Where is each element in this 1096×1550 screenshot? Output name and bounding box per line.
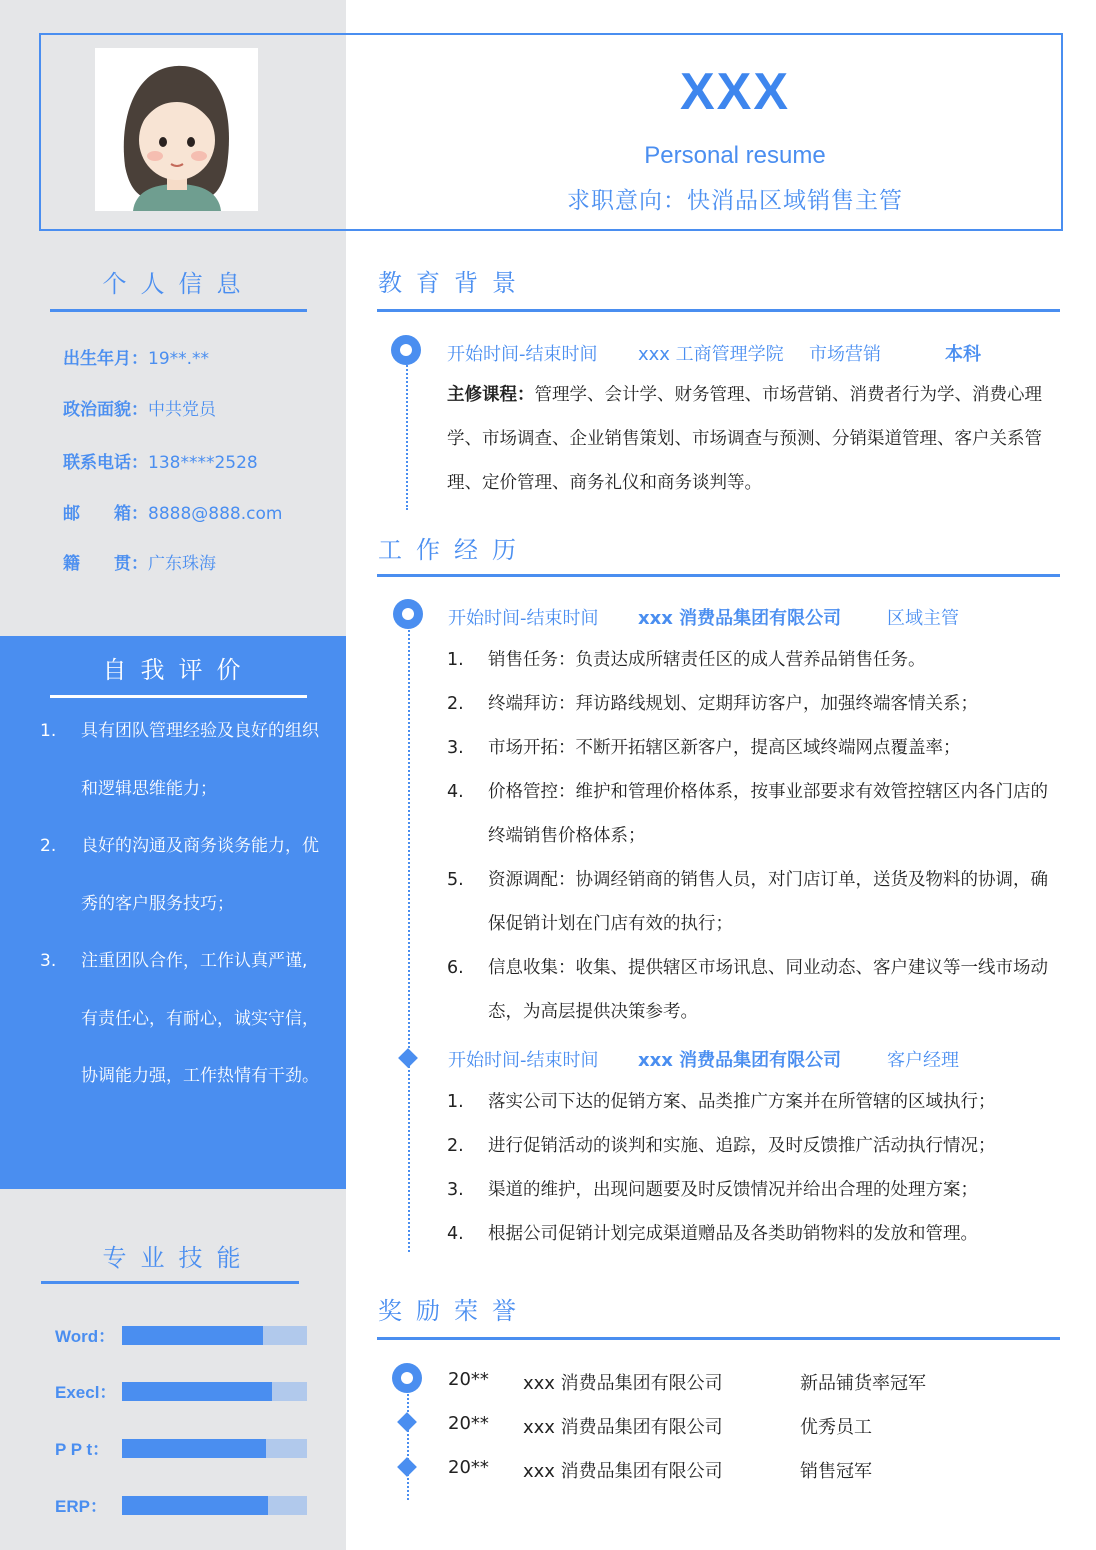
awards-divider xyxy=(377,1337,1060,1340)
skills-divider xyxy=(41,1281,299,1284)
timeline-diamond-marker xyxy=(397,1457,417,1477)
award-row: 20** xxx 消费品集团有限公司 优秀员工 xyxy=(448,1413,872,1438)
education-timeline xyxy=(406,358,408,510)
self-evaluation-divider xyxy=(50,695,307,698)
timeline-circle-marker xyxy=(391,335,421,365)
education-time: 开始时间-结束时间 xyxy=(447,344,598,365)
skills-title: 专业技能 xyxy=(102,1244,255,1272)
work-company: xxx 消费品集团有限公司 xyxy=(638,608,842,629)
education-title: 教育背景 xyxy=(378,269,530,297)
skill-bar-fill xyxy=(122,1439,266,1458)
work-position: 区域主管 xyxy=(887,608,959,629)
education-school: xxx 工商管理学院 xyxy=(638,344,784,365)
education-degree: 本科 xyxy=(945,344,981,365)
education-divider xyxy=(377,309,1060,312)
skill-bar-track xyxy=(122,1382,307,1401)
resume-subtitle: Personal resume xyxy=(644,142,826,169)
education-courses: 主修课程：管理学、会计学、财务管理、市场营销、消费者行为学、消费心理学、市场调查、企业销售策划、市场调查与预测、分销渠道管理、客户关系管理、定价管理、商务礼仪和商务谈判等。 xyxy=(447,385,1042,493)
info-phone: 联系电话：138****2528 xyxy=(63,453,258,473)
education-major: 市场营销 xyxy=(809,344,881,365)
personal-info-title: 个人信息 xyxy=(102,270,255,298)
skill-bar-track xyxy=(122,1326,307,1345)
self-evaluation-title: 自我评价 xyxy=(102,656,255,684)
awards-title: 奖励荣誉 xyxy=(378,1297,530,1325)
work-position: 客户经理 xyxy=(887,1050,959,1071)
skill-bar-fill xyxy=(122,1382,272,1401)
skill-bar-fill xyxy=(122,1496,268,1515)
award-row: 20** xxx 消费品集团有限公司 新品铺货率冠军 xyxy=(448,1369,926,1394)
personal-info-divider xyxy=(50,309,307,312)
avatar xyxy=(95,48,258,211)
info-birth: 出生年月：19**.** xyxy=(63,349,210,369)
info-email: 邮 箱：8888@888.com xyxy=(63,504,283,524)
skill-bar-track xyxy=(122,1496,307,1515)
work-company: xxx 消费品集团有限公司 xyxy=(638,1050,842,1071)
avatar-illustration xyxy=(95,48,258,211)
work-divider xyxy=(377,574,1060,577)
work-title: 工作经历 xyxy=(378,536,530,564)
timeline-diamond-marker xyxy=(397,1412,417,1432)
timeline-diamond-marker xyxy=(398,1048,418,1068)
timeline-circle-marker xyxy=(392,1363,422,1393)
skill-bar-fill xyxy=(122,1326,263,1345)
work-time: 开始时间-结束时间 xyxy=(448,1050,599,1071)
timeline-circle-marker xyxy=(393,599,423,629)
work-timeline xyxy=(408,622,410,1252)
info-politics: 政治面貌：中共党员 xyxy=(63,400,216,420)
info-hometown: 籍 贯：广东珠海 xyxy=(63,554,216,574)
awards-timeline xyxy=(407,1385,409,1500)
job-objective: 求职意向：快消品区域销售主管 xyxy=(567,188,903,214)
resume-name: XXX xyxy=(679,63,791,121)
work-time: 开始时间-结束时间 xyxy=(448,608,599,629)
award-row: 20** xxx 消费品集团有限公司 销售冠军 xyxy=(448,1457,872,1482)
skill-bar-track xyxy=(122,1439,307,1458)
